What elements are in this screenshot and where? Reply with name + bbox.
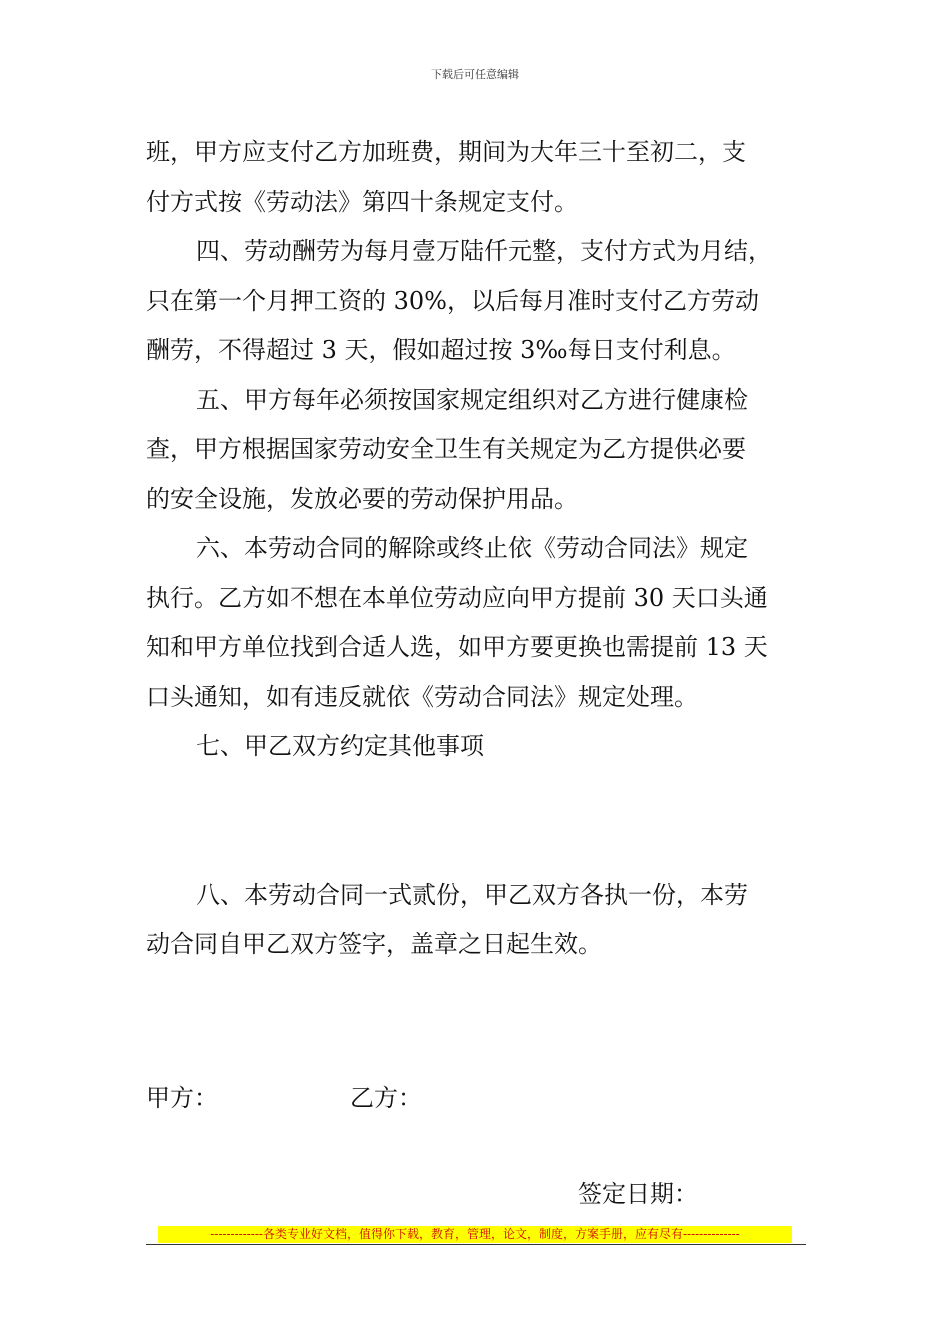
clause-5-line: 的安全设施，发放必要的劳动保护用品。 xyxy=(146,484,578,513)
clause-8-line: 八、本劳动合同一式贰份，甲乙双方各执一份，本劳 xyxy=(196,880,748,909)
signature-row xyxy=(146,1080,422,1116)
clause-7-line: 七、甲乙双方约定其他事项 xyxy=(196,732,484,760)
contract-body xyxy=(146,128,826,970)
clause-5-line: 五、甲方每年必须按国家规定组织对乙方进行健康检 xyxy=(196,385,748,414)
clause-6-line: 六、本劳动合同的解除或终止依《劳动合同法》规定 xyxy=(196,534,748,562)
clause-4-line: 酬劳，不得超过 3 天，假如超过按 3‰每日支付利息。 xyxy=(146,336,736,364)
paragraph-line: 付方式按《劳动法》第四十条规定支付。 xyxy=(146,187,578,216)
party-a-label: 甲方： xyxy=(146,1084,218,1112)
clause-6-line: 知和甲方单位找到合适人选，如甲方要更换也需提前 13 天 xyxy=(146,633,768,661)
clause-4-line: 只在第一个月押工资的 30%，以后每月准时支付乙方劳动 xyxy=(146,286,759,315)
paragraph-line: 班，甲方应支付乙方加班费，期间为大年三十至初二，支 xyxy=(146,138,746,166)
header-note: 下载后可任意编辑 xyxy=(431,68,519,81)
clause-6-line: 执行。乙方如不想在本单位劳动应向甲方提前 30 天口头通 xyxy=(146,583,768,612)
footer-divider xyxy=(146,1244,806,1245)
footer-banner: -------------各类专业好文档，值得你下载，教育，管理，论文，制度，方案手册，应有尽有-------------- xyxy=(158,1226,792,1243)
clause-6-line: 口头通知，如有违反就依《劳动合同法》规定处理。 xyxy=(146,682,698,711)
clause-5-line: 查，甲方根据国家劳动安全卫生有关规定为乙方提供必要 xyxy=(146,435,746,463)
party-b-label: 乙方： xyxy=(350,1084,422,1112)
blank-space xyxy=(146,772,826,871)
sign-date-label: 签定日期： xyxy=(578,1180,698,1208)
clause-4-line: 四、劳动酬劳为每月壹万陆仟元整，支付方式为月结， xyxy=(196,237,772,265)
clause-8-line: 动合同自甲乙双方签字，盖章之日起生效。 xyxy=(146,930,602,958)
